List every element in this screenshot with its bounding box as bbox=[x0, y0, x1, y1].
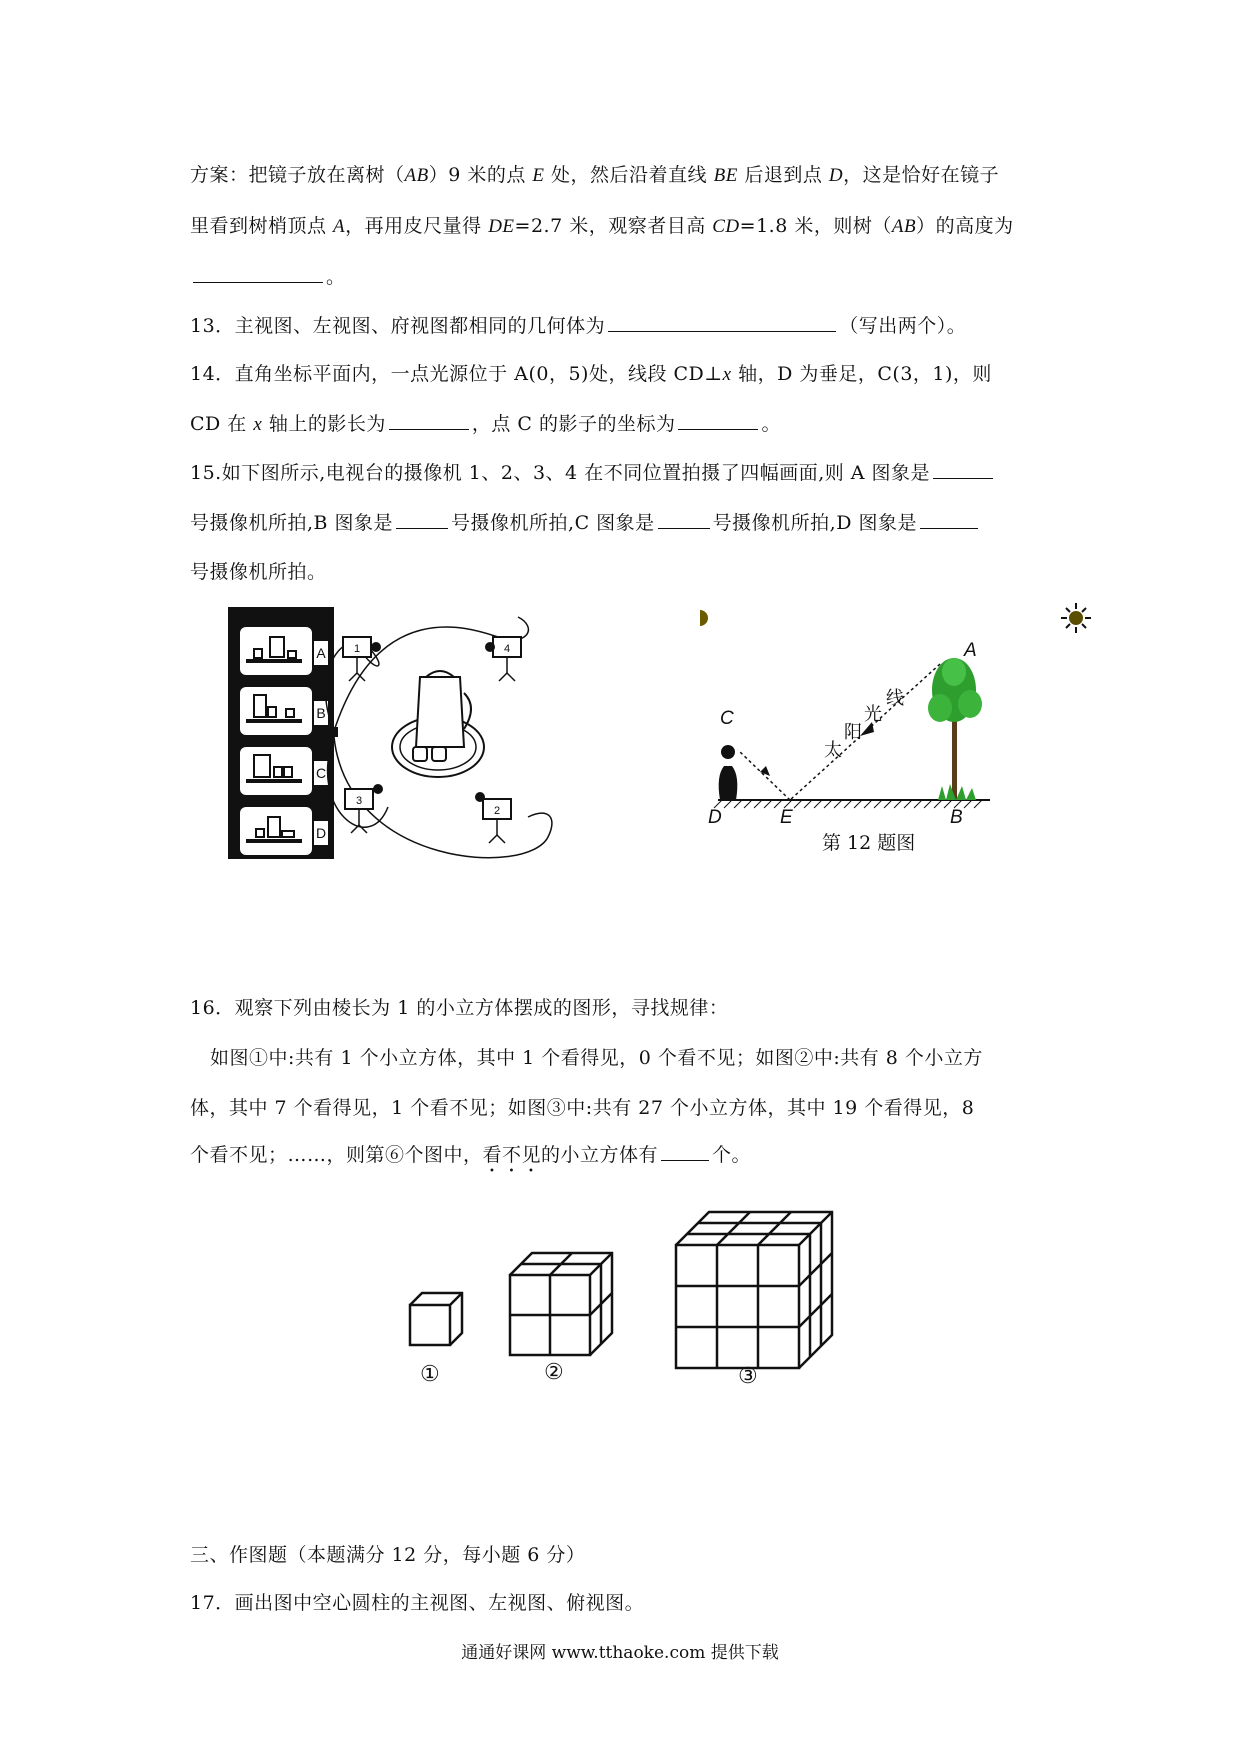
cube-label-1: ① bbox=[420, 1362, 440, 1387]
camera-3 bbox=[345, 784, 383, 833]
answer-blank bbox=[661, 1142, 709, 1161]
mirror-figure bbox=[700, 600, 1100, 865]
q17-text: 17．画出图中空心圆柱的主视图、左视图、俯视图。 bbox=[190, 1592, 645, 1614]
fig12-caption: 第 12 题图 bbox=[822, 832, 916, 854]
q16-line-2: 如图①中:共有 1 个小立方体，其中 1 个看得见，0 个看不见；如图②中:共有 8 个小立方 bbox=[210, 1047, 983, 1069]
cube-1 bbox=[410, 1293, 462, 1345]
sun-icon bbox=[700, 603, 1091, 633]
cube-label-2: ② bbox=[544, 1360, 564, 1385]
cube-2 bbox=[510, 1253, 612, 1355]
answer-blank bbox=[933, 460, 993, 479]
page-footer: 通通好课网 www.tthaoke.com 提供下载 bbox=[461, 1643, 779, 1663]
screen-b bbox=[240, 687, 312, 735]
screen-label-c: C bbox=[315, 765, 327, 781]
answer-blank bbox=[658, 510, 710, 529]
q12-line-3: 。 bbox=[190, 262, 346, 289]
cube-3 bbox=[676, 1212, 832, 1368]
answer-blank bbox=[920, 510, 978, 529]
q12-line-2: 里看到树梢顶点 A，再用皮尺量得 DE=2.7 米，观察者目高 CD=1.8 米，则树（AB）的高度为 bbox=[190, 215, 1014, 237]
answer-blank bbox=[193, 264, 323, 283]
svg-text:1: 1 bbox=[354, 643, 361, 655]
screen-c bbox=[240, 747, 312, 795]
q15-line-1: 15.如下图所示,电视台的摄像机 1、2、3、4 在不同位置拍摄了四幅画面,则 A 图象是 bbox=[190, 458, 996, 485]
point-c-label: C bbox=[720, 708, 734, 729]
point-e-label: E bbox=[780, 807, 793, 828]
svg-text:3: 3 bbox=[356, 795, 363, 807]
reflected-ray bbox=[738, 750, 790, 800]
screen-d bbox=[240, 807, 312, 855]
camera-2 bbox=[475, 792, 511, 843]
camera-1 bbox=[343, 637, 381, 681]
camera-4 bbox=[485, 637, 521, 681]
point-b-label: B bbox=[950, 807, 963, 828]
screen-a bbox=[240, 627, 312, 675]
section-3-title: 三、作图题（本题满分 12 分，每小题 6 分） bbox=[190, 1544, 586, 1566]
tree-icon bbox=[928, 658, 982, 800]
q16-line-4: 个看不见；……，则第⑥个图中，看不见的小立方体有 个。 bbox=[190, 1144, 752, 1166]
kettle-set bbox=[392, 671, 484, 777]
ray-arrow bbox=[860, 722, 874, 736]
screen-label-d: D bbox=[315, 825, 327, 841]
answer-blank bbox=[678, 411, 758, 430]
svg-text:2: 2 bbox=[494, 805, 501, 817]
sun-char-1: 太 bbox=[824, 740, 842, 760]
q13-text: 13．主视图、左视图、府视图都相同的几何体为 （写出两个）。 bbox=[190, 315, 967, 337]
screen-label-b: B bbox=[316, 705, 326, 721]
q15-line-2: 号摄像机所拍,B 图象是 号摄像机所拍,C 图象是 号摄像机所拍,D 图象是 bbox=[190, 508, 981, 535]
answer-blank bbox=[389, 411, 469, 430]
svg-text:4: 4 bbox=[504, 643, 511, 655]
sun-char-3: 光 bbox=[864, 704, 882, 724]
answer-blank bbox=[608, 313, 836, 332]
sun-char-4: 线 bbox=[886, 688, 904, 708]
observer-icon bbox=[719, 745, 738, 800]
q16-line-3: 体，其中 7 个看得见，1 个看不见；如图③中:共有 27 个小立方体，其中 19 个看得见，8 bbox=[190, 1097, 975, 1119]
sun-char-2: 阳 bbox=[844, 722, 862, 742]
point-a-label: A bbox=[964, 640, 977, 661]
cube-label-3: ③ bbox=[738, 1364, 758, 1389]
screen-label-a: A bbox=[316, 645, 326, 661]
q14-line-1: 14．直角坐标平面内，一点光源位于 A(0，5)处，线段 CD⊥x 轴，D 为垂足，C(3，1)，则 bbox=[190, 363, 992, 385]
point-d-label: D bbox=[708, 807, 722, 828]
q16-line-1: 16．观察下列由棱长为 1 的小立方体摆成的图形，寻找规律： bbox=[190, 997, 729, 1019]
q12-line-1: 方案：把镜子放在离树（AB）9 米的点 E 处，然后沿着直线 BE 后退到点 D，这是恰好在镜子 bbox=[190, 164, 1000, 186]
ray-arrow bbox=[760, 766, 770, 776]
q14-line-2: CD 在 x 轴上的影长为 ，点 C 的影子的坐标为 。 bbox=[190, 413, 781, 435]
answer-blank bbox=[396, 510, 448, 529]
cube-figures bbox=[400, 1190, 850, 1390]
q15-line-3: 号摄像机所拍。 bbox=[190, 561, 327, 583]
camera-figure bbox=[228, 607, 628, 869]
